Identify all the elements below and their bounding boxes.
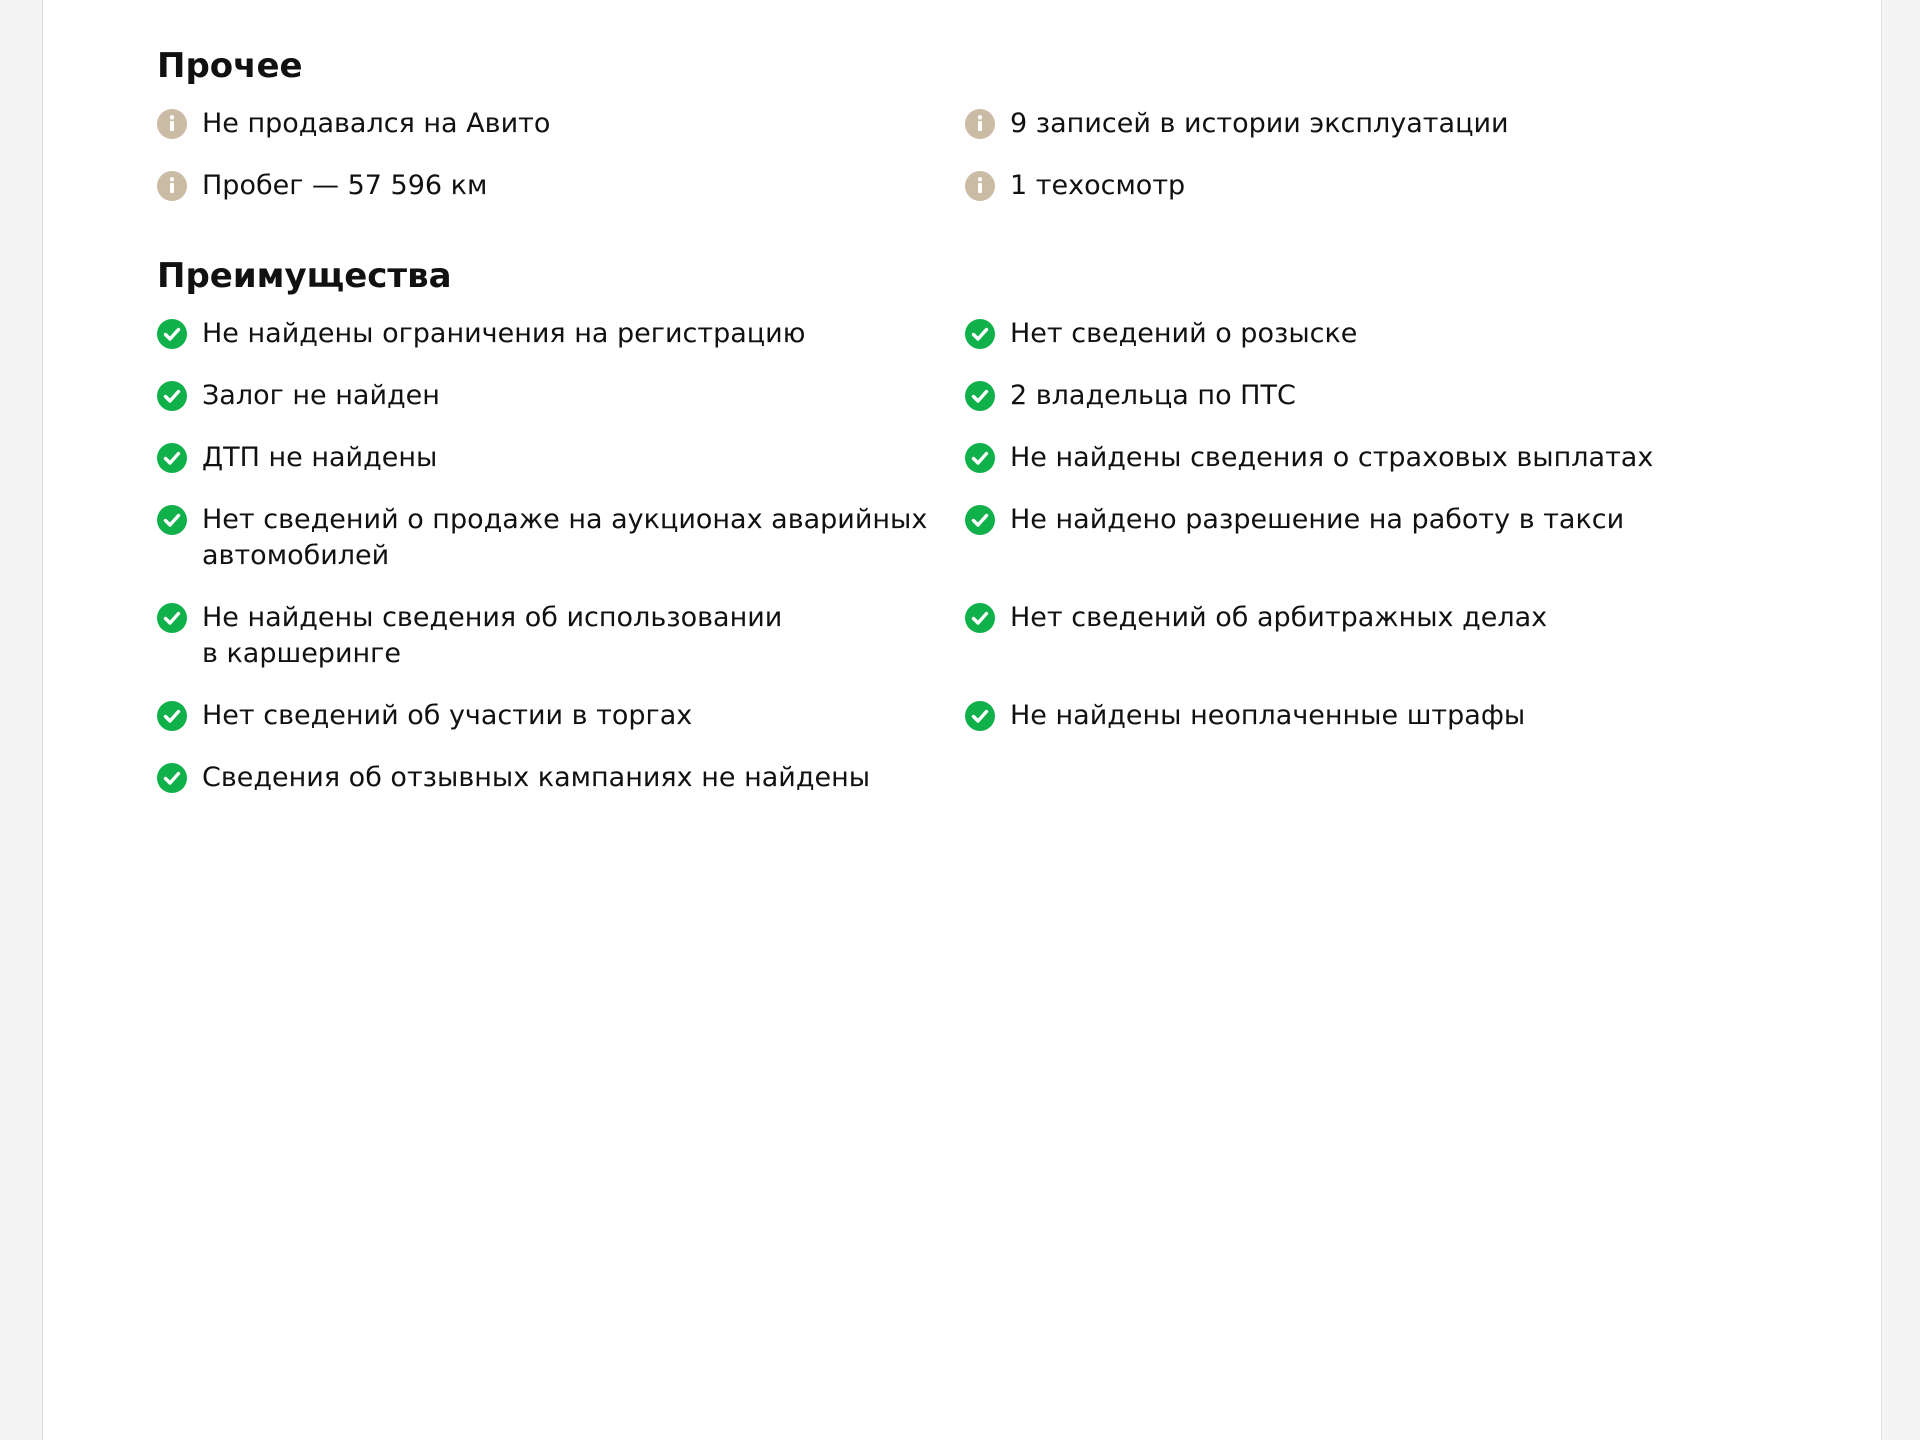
info-icon <box>965 109 995 139</box>
item-text: 9 записей в истории эксплуатации <box>1010 108 1509 139</box>
check-circle-icon <box>965 505 995 535</box>
check-circle-icon <box>965 603 995 633</box>
list-item <box>965 162 1773 224</box>
item-text: Нет сведений об арбитражных делах <box>1010 602 1548 633</box>
list-item <box>157 434 965 496</box>
list-item <box>965 496 1773 594</box>
list-item <box>157 754 965 816</box>
check-circle-icon <box>965 443 995 473</box>
item-text: Залог не найден <box>202 380 440 411</box>
check-circle-icon <box>157 381 187 411</box>
info-icon <box>157 171 187 201</box>
list-item <box>965 372 1773 434</box>
list-item <box>965 100 1773 162</box>
section-title-other: Прочее <box>157 46 303 86</box>
section-title-advantages: Преимущества <box>157 256 452 296</box>
section-other <box>157 40 1797 224</box>
other-list <box>157 100 1797 224</box>
item-text: Нет сведений об участии в торгах <box>202 700 693 731</box>
list-item <box>965 310 1773 372</box>
check-circle-icon <box>157 505 187 535</box>
check-circle-icon <box>157 319 187 349</box>
list-item <box>157 162 965 224</box>
list-item <box>157 100 965 162</box>
check-circle-icon <box>157 701 187 731</box>
item-text: Нет сведений о продаже на аукционах аварийных автомобилей <box>202 504 928 571</box>
item-text: Не продавался на Авито <box>202 108 551 139</box>
report-card <box>42 0 1882 1440</box>
check-circle-icon <box>965 381 995 411</box>
list-item <box>157 692 965 754</box>
advantages-list <box>157 310 1797 816</box>
item-text: Нет сведений о розыске <box>1010 318 1358 349</box>
item-text: Не найдены сведения об использовании в каршеринге <box>202 602 783 669</box>
info-icon <box>157 109 187 139</box>
list-item <box>157 372 965 434</box>
check-circle-icon <box>157 763 187 793</box>
item-text: Не найдены неоплаченные штрафы <box>1010 700 1526 731</box>
section-advantages <box>157 250 1797 816</box>
item-text: Не найдено разрешение на работу в такси <box>1010 504 1625 535</box>
check-circle-icon <box>157 443 187 473</box>
list-item <box>157 310 965 372</box>
list-item <box>965 434 1773 496</box>
check-circle-icon <box>965 319 995 349</box>
list-item <box>965 692 1773 754</box>
list-item <box>157 496 965 594</box>
check-circle-icon <box>157 603 187 633</box>
item-text: 1 техосмотр <box>1010 170 1186 201</box>
item-text: ДТП не найдены <box>202 442 438 473</box>
check-circle-icon <box>965 701 995 731</box>
info-icon <box>965 171 995 201</box>
item-text: Сведения об отзывных кампаниях не найдены <box>202 762 871 793</box>
item-text: Пробег — 57 596 км <box>202 170 488 201</box>
item-text: 2 владельца по ПТС <box>1010 380 1296 411</box>
item-text: Не найдены ограничения на регистрацию <box>202 318 806 349</box>
list-item <box>965 594 1773 692</box>
item-text: Не найдены сведения о страховых выплатах <box>1010 442 1654 473</box>
list-item <box>157 594 965 692</box>
